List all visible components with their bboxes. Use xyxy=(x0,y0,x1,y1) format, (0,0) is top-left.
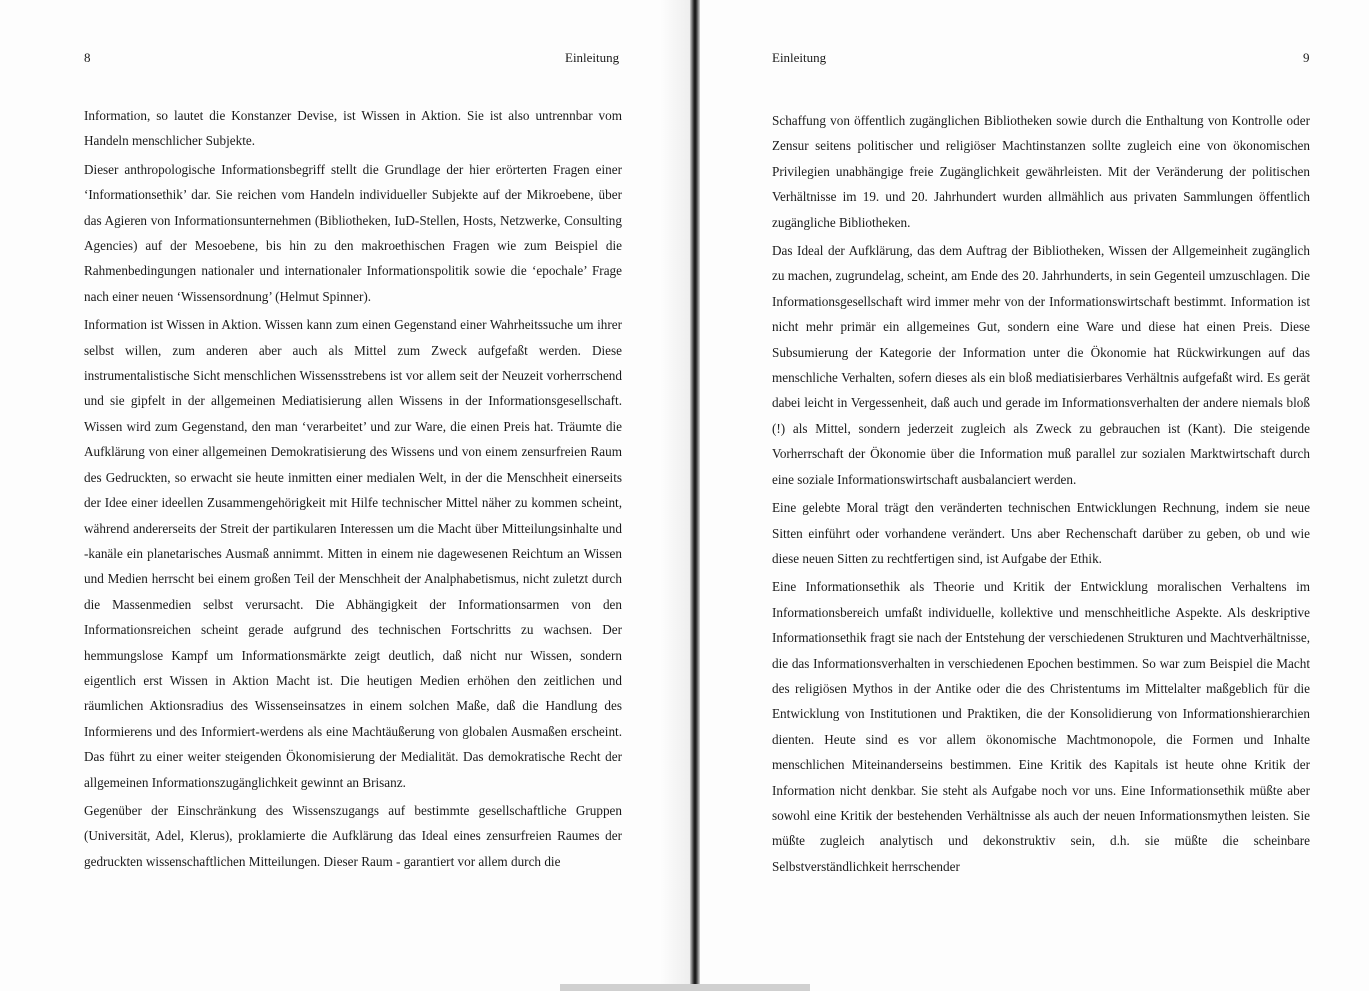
paragraph: Schaffung von öffentlich zugänglichen Bibliotheken sowie durch die Enthaltung von Kontrolle oder Zensur seitens politischer und religiöser Machtinstanzen sollte zugleich eine von ökonomischen Privilegien unabhängige freie Zugänglichkeit gewährleisten. Mit der Veränderung der politischen Verhältnisse im 19. und 20. Jahrhundert wurden allmählich aus privaten Sammlungen öffentlich zugängliche Bibliotheken. xyxy=(772,113,1310,230)
gutter-shadow xyxy=(660,0,690,991)
page-number: 8 xyxy=(84,50,91,65)
paragraph: Gegenüber der Einschränkung des Wissenszugangs auf bestimmte gesellschaftliche Gruppen (Universität, Adel, Klerus), proklamierte die Aufklärung das Ideal eines zensurfreien Raumes der gedruckten wissenschaftlichen Mitteilungen. Dieser Raum - garantiert vor allem durch die xyxy=(84,802,622,869)
scan-edge xyxy=(560,984,810,991)
body-text xyxy=(84,103,622,877)
paragraph: Eine gelebte Moral trägt den veränderten technischen Entwicklungen Rechnung, indem sie neue Sitten einführt oder vorhandene verändert. Uns aber Rechenschaft darüber zu geben, ob und wie diese neuen Sitten zu rechtfertigen sind, ist Aufgabe der Ethik. xyxy=(772,500,1310,566)
paragraph: Eine Informationsethik als Theorie und Kritik der Entwicklung moralischen Verhaltens im Informationsbereich umfaßt individuelle, kollektive und menschheitliche Aspekte. Als deskriptive Informationsethik fragt sie nach der Entstehung der verschiedenen Strukturen und Machtverhältnisse, die das Informationsverhalten in verschiedenen Epochen bestimmen. So war zum Beispiel die Macht des religiösen Mythos in der Antike oder die des Christentums im Mittelalter maßgeblich für die Entwicklung von Institutionen und Praktiken, die der Konsolidierung von Informationshierarchien dienten. Heute sind es vor allem ökonomische Machtmonopole, die Formen und Inhalte menschlichen Miteinanderseins bestimmen. Eine Kritik des Kapitals ist heute ohne Kritik der Information nicht denkbar. Sie steht als Aufgabe noch vor uns. Eine Informationsethik müßte aber sowohl eine Kritik der bestehenden Verhältnisse als auch der neuen Informationsmythen leisten. Sie müßte zugleich analytisch und dekonstruktiv sein, d.h. sie müßte die scheinbare Selbstverständlichkeit herrschender xyxy=(772,579,1310,874)
right-page xyxy=(700,0,1369,991)
paragraph: Information, so lautet die Konstanzer Devise, ist Wissen in Aktion. Sie ist also untrennbar vom Handeln menschlicher Subjekte. xyxy=(84,108,622,149)
paragraph: Das Ideal der Aufklärung, das dem Auftrag der Bibliotheken, Wissen der Allgemeinheit zugänglich zu machen, zugrundelag, scheint, am Ende des 20. Jahrhunderts, in sein Gegenteil umzuschlagen. Die Informationsgesellschaft wird immer mehr von der Informationswirtschaft bestimmt. Information ist nicht mehr primär ein allgemeines Gut, sondern eine Ware und diese hat einen Preis. Diese Subsumierung der Kategorie der Information unter die Ökonomie hat Rückwirkungen auf das menschliche Verhalten, sofern dieses als ein bloß mediatisierbares Verhältnis aufgefaßt wird. Es gerät dabei leicht in Vergessenheit, daß auch und gerade im Informationsverhalten der andere niemals bloß (!) als Mittel, sondern jederzeit zugleich als Zweck zu gebrauchen ist (Kant). Die steigende Vorherrschaft der Ökonomie über die Information muß parallel zur sozialen Marktwirtschaft durch eine soziale Informationswirtschaft ausbalanciert werden. xyxy=(772,243,1310,487)
page-number: 9 xyxy=(1303,50,1310,65)
running-head: Einleitung xyxy=(565,50,620,65)
running-head: Einleitung xyxy=(772,50,827,65)
paragraph: Information ist Wissen in Aktion. Wissen kann zum einen Gegenstand einer Wahrheitssuche um ihrer selbst willen, zum anderen aber auch als Mittel zum Zweck aufgefaßt werden. Diese instrumentalistische Sicht menschlichen Wissensstrebens ist vor allem seit der Neuzeit vorherrschend und sie gipfelt in der allgemeinen Mediatisierung allen Wissens in der Informationsgesellschaft. Wissen wird zum Gegenstand, den man ‘verarbeitet’ und zur Ware, die einen Preis hat. Träumte die Aufklärung von einer allgemeinen Demokratisierung des Wissens und von einem zensurfreien Raum des Gedruckten, so erwacht sie heute inmitten einer medialen Welt, in der die Menschheit einerseits der Idee einer ideellen Zusammengehörigkeit mit Hilfe technischer Mittel näher zu kommen scheint, während andererseits der Streit der partikularen Interessen um die Macht über Mitteilungsinhalte und -kanäle ein planetarisches Ausmaß annimmt. Mitten in einem nie dagewesenen Reichtum an Wissen und Medien herrscht bei einem großen Teil der Menschheit der Analphabetismus, nicht zuletzt durch die Massenmedien selbst verursacht. Die Abhängigkeit der Informationsarmen von den Informationsreichen scheint gerade aufgrund des technischen Fortschritts zu wachsen. Der hemmungslose Kampf um Informationsmärkte zeigt deutlich, daß nicht nur Wissen, sondern eigentlich erst Wissen in Aktion Macht ist. Die heutigen Medien erhöhen den zeitlichen und räumlichen Aktionsradius des Wissenseinsatzes in einem solchen Maße, daß die Handlung des Informierens und des Informiert-werdens als eine Machtäußerung von globalen Ausmaßen erscheint. Das führt zu einer weiter steigenden Ökonomisierung der Medialität. Das demokratische Recht der allgemeinen Informationszugänglichkeit gewinnt an Brisanz. xyxy=(84,317,622,790)
body-text xyxy=(772,108,1310,882)
book-gutter xyxy=(690,0,700,991)
paragraph: Dieser anthropologische Informationsbegriff stellt die Grundlage der hier erörterten Fragen einer ‘Informationsethik’ dar. Sie reichen vom Handeln individueller Subjekte auf der Mikroebene, über das Agieren von Informationsunternehmen (Bibliotheken, IuD-Stellen, Hosts, Netzwerke, Consulting Agencies) auf der Mesoebene, bis hin zu den makroethischen Fragen wie zum Beispiel die Rahmenbedingungen nationaler und internationaler Informationspolitik sowie die ‘epochale’ Frage nach einer neuen ‘Wissensordnung’ (Helmut Spinner). xyxy=(84,161,622,304)
